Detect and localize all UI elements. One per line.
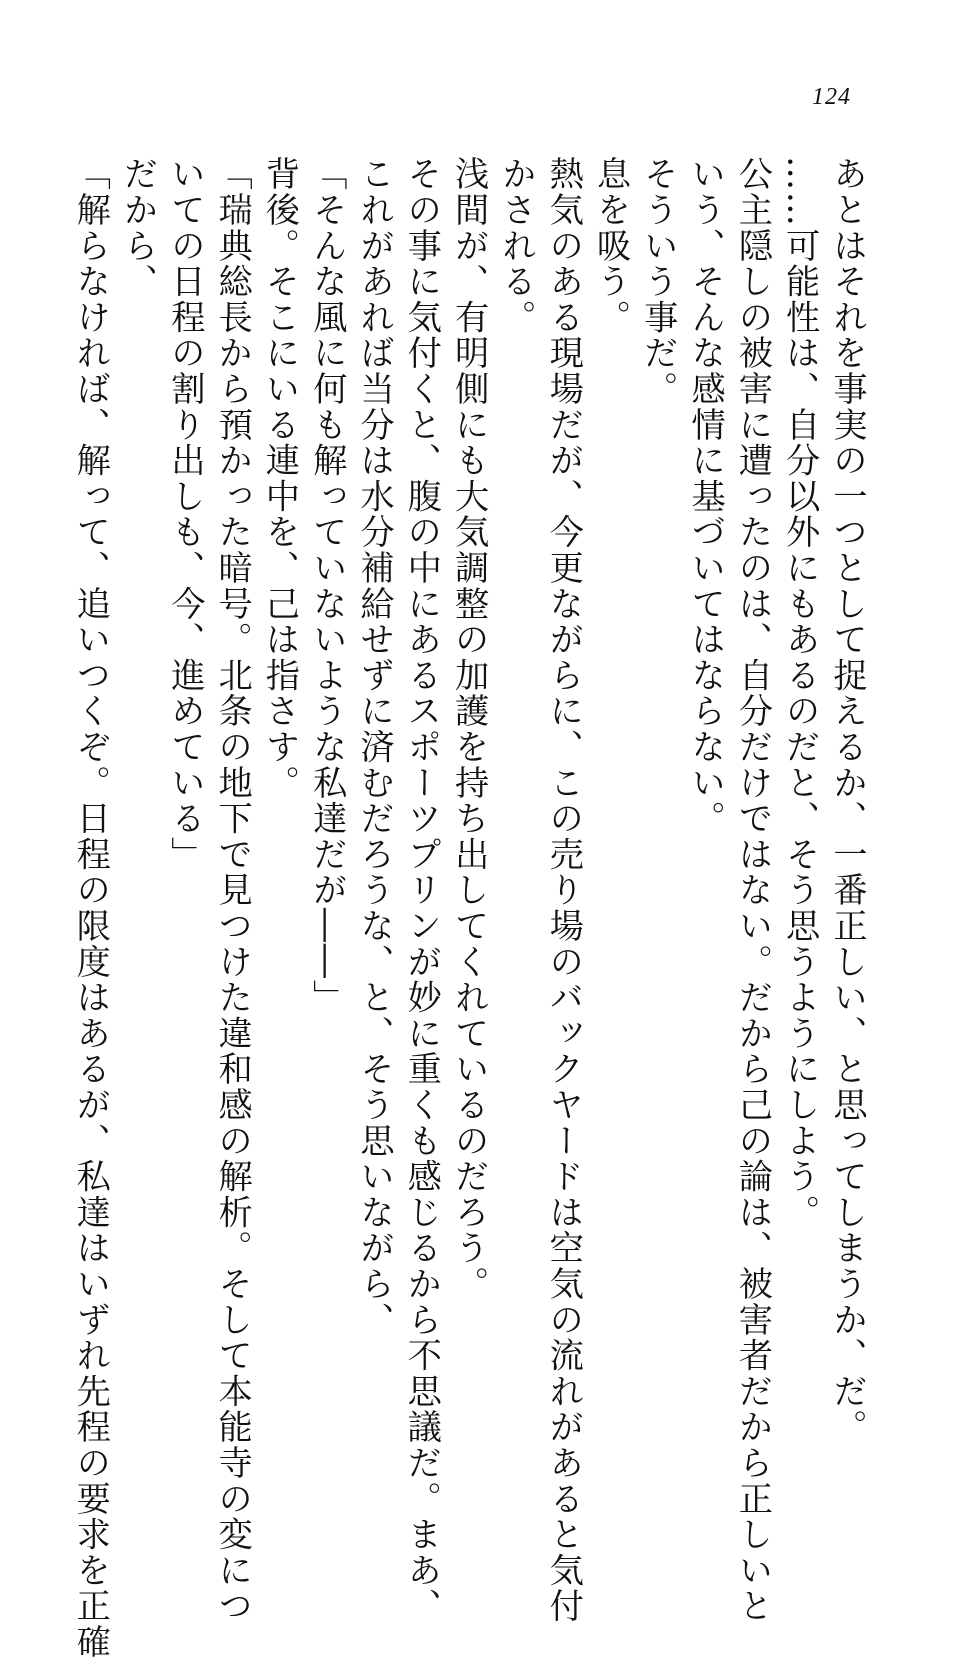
text-line: 公主隠しの被害に遭ったのは、自分だけではない。だから己の論は、被害者だから正しいと [732, 156, 773, 1624]
text-line: 浅間が、有明側にも大気調整の加護を持ち出してくれているのだろう。 [448, 156, 489, 1302]
text-line: 「解らなければ、解って、追いつくぞ。日程の限度はあるが、私達はいずれ先程の要求を正確 [70, 156, 111, 1660]
text-line: 背後。そこにいる連中を、己は指さす。 [259, 156, 300, 801]
text-line: ……可能性は、自分以外にもあるのだと、そう思うようにしよう。 [779, 156, 820, 1230]
text-line: 「瑞典総長から預かった暗号。北条の地下で見つけた違和感の解析。そして本能寺の変につ [212, 156, 253, 1624]
novel-text-body [70, 156, 870, 1660]
text-line: 息を吸う。 [590, 156, 631, 335]
text-line: その事に気付くと、腹の中にあるスポーツプリンが妙に重くも感じるから不思議だ。まあ、 [401, 156, 442, 1624]
text-line: だから、 [117, 156, 158, 300]
text-line: 熱気のある現場だが、今更ながらに、この売り場のバックヤードは空気の流れがあると気付 [543, 156, 584, 1624]
page-number: 124 [812, 84, 851, 110]
text-line: あとはそれを事実の一つとして捉えるか、一番正しい、と思ってしまうか、だ。 [827, 156, 867, 1445]
text-line: いう、そんな感情に基づいてはならない。 [685, 156, 726, 837]
text-line: これがあれば当分は水分補給せずに済むだろうな、と、そう思いながら、 [354, 156, 395, 1338]
text-line: いての日程の割り出しも、今、進めている」 [164, 156, 205, 872]
text-line: そういう事だ。 [637, 156, 678, 407]
text-line: かされる。 [495, 156, 536, 335]
text-line: 「そんな風に何も解っていないような私達だが――」 [306, 156, 347, 1016]
